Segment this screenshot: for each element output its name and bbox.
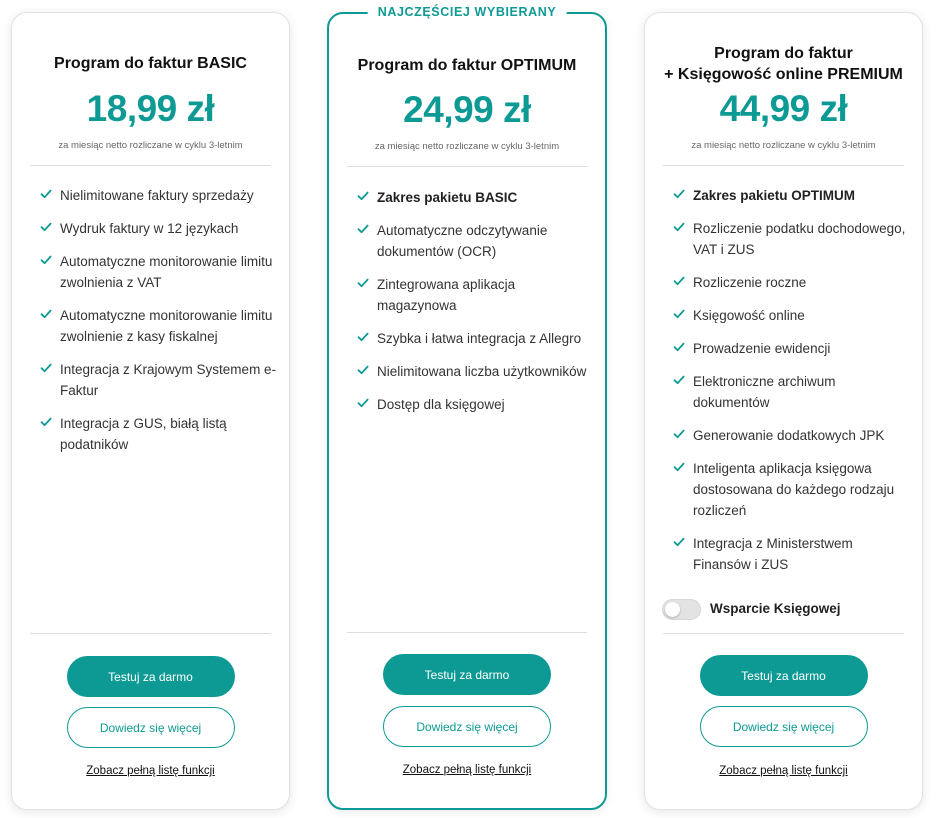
feature-item [673,425,912,446]
feature-text: Integracja z Krajowym Systemem e-Faktur [60,362,277,398]
feature-item [673,371,912,413]
feature-item [673,218,912,260]
feature-item [40,251,279,293]
feature-item [673,533,912,575]
plan-title: Program do faktur OPTIMUM [357,57,577,74]
feature-text: Elektroniczne archiwum dokumentów [693,374,836,410]
try-free-button[interactable]: Testuj za darmo [700,655,868,696]
feature-text: Inteligenta aplikacja księgowa dostosowana do każdego rodzaju rozliczeń [693,461,895,518]
plan-title [655,43,912,85]
feature-text: Automatyczne monitorowanie limitu zwolnienie z kasy fiskalnej [60,308,273,344]
plan-price: 18,99 zł [86,88,215,129]
learn-more-button[interactable]: Dowiedz się więcej [383,706,551,747]
feature-item [357,394,595,415]
feature-text: Księgowość online [693,308,805,323]
check-icon [40,362,52,374]
feature-text: Generowanie dodatkowych JPK [693,428,885,443]
check-icon [40,188,52,200]
check-icon [357,190,369,202]
feature-item [40,185,279,206]
accountant-support-toggle-row [662,597,912,621]
toggle-knob [665,602,680,617]
feature-item [40,359,279,401]
feature-text: Automatyczne odczytywanie dokumentów (OCR) [377,223,548,259]
check-icon [673,275,685,287]
price-note: za miesiąc netto rozliczane w cyklu 3-letnim [58,140,243,151]
check-icon [357,397,369,409]
plan-title-line1: Program do faktur [714,45,853,62]
feature-text: Wydruk faktury w 12 językach [60,221,239,236]
check-icon [673,188,685,200]
check-icon [40,254,52,266]
feature-text: Zakres pakietu OPTIMUM [693,188,856,203]
check-icon [357,223,369,235]
try-free-button[interactable]: Testuj za darmo [383,654,551,695]
feature-item [673,272,912,293]
divider [663,633,904,634]
feature-item [357,328,595,349]
full-features-link[interactable]: Zobacz pełną listę funkcji [719,765,848,777]
feature-text: Integracja z GUS, białą listą podatników [60,416,227,452]
feature-item [357,187,595,208]
price-note: za miesiąc netto rozliczane w cyklu 3-letnim [374,141,560,152]
plan-price: 24,99 zł [403,89,531,130]
learn-more-button[interactable]: Dowiedz się więcej [700,706,868,747]
plan-card-premium [644,12,923,810]
feature-item [673,305,912,326]
plan-title-line2: + Księgowość online PREMIUM [664,66,903,83]
try-free-button[interactable]: Testuj za darmo [67,656,235,697]
plan-card-basic [11,12,290,810]
feature-text: Integracja z Ministerstwem Finansów i ZUS [693,536,853,572]
feature-item [357,361,595,382]
feature-text: Zakres pakietu BASIC [377,190,518,205]
check-icon [673,341,685,353]
divider [663,165,904,166]
divider [30,165,271,166]
feature-text: Nielimitowane faktury sprzedaży [60,188,254,203]
accountant-support-toggle[interactable] [662,599,701,620]
check-icon [357,364,369,376]
feature-list [673,185,912,587]
feature-item [673,338,912,359]
check-icon [357,331,369,343]
full-features-link[interactable]: Zobacz pełną listę funkcji [86,765,215,777]
divider [347,166,587,167]
feature-item [673,185,912,206]
divider [347,632,587,633]
check-icon [673,221,685,233]
plan-card-optimum [327,5,607,810]
feature-text: Automatyczne monitorowanie limitu zwolnienia z VAT [60,254,273,290]
check-icon [673,461,685,473]
feature-text: Nielimitowana liczba użytkowników [377,364,587,379]
check-icon [673,308,685,320]
check-icon [673,536,685,548]
feature-text: Rozliczenie roczne [693,275,807,290]
plan-price: 44,99 zł [719,88,848,129]
feature-text: Zintegrowana aplikacja magazynowa [377,277,516,313]
feature-item [40,305,279,347]
most-chosen-badge: NAJCZĘŚCIEJ WYBIERANY [368,5,567,19]
feature-item [673,458,912,521]
check-icon [40,416,52,428]
price-note: za miesiąc netto rozliczane w cyklu 3-letnim [691,140,876,151]
feature-text: Rozliczenie podatku dochodowego, VAT i ZUS [693,221,906,257]
feature-text: Dostęp dla księgowej [377,397,505,412]
check-icon [40,221,52,233]
feature-text: Szybka i łatwa integracja z Allegro [377,331,582,346]
check-icon [40,308,52,320]
check-icon [357,277,369,289]
feature-item [357,274,595,316]
feature-text: Prowadzenie ewidencji [693,341,831,356]
plan-title: Program do faktur BASIC [54,55,247,72]
divider [30,633,271,634]
check-icon [673,428,685,440]
feature-list [357,187,595,427]
feature-list [40,185,279,467]
feature-item [40,413,279,455]
toggle-label: Wsparcie Księgowej [710,601,841,616]
feature-item [40,218,279,239]
check-icon [673,374,685,386]
feature-item [357,220,595,262]
full-features-link[interactable]: Zobacz pełną listę funkcji [402,764,532,776]
learn-more-button[interactable]: Dowiedz się więcej [67,707,235,748]
